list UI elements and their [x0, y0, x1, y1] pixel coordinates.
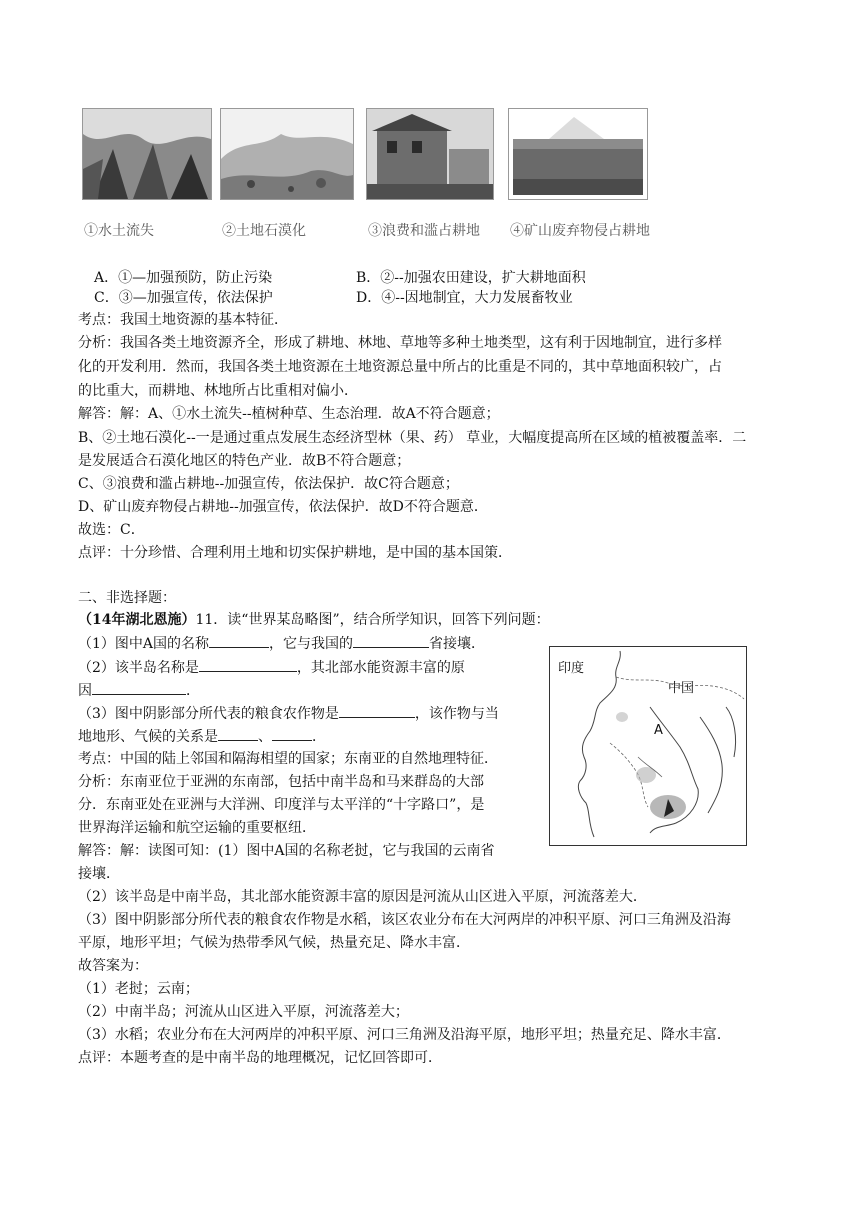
soil-erosion-image — [82, 108, 212, 200]
question-11-text: 11．读“世界某岛略图”，结合所学知识，回答下列问题： — [195, 612, 550, 628]
map-label-india: 印度 — [558, 661, 585, 676]
q10-fenxi-3: 的比重大，而耕地、林地所占比重相对偏小． — [78, 383, 358, 399]
caption-1: ①水土流失 — [84, 223, 154, 239]
q11-fenxi-2: 分．东南亚处在亚洲与大洋洲、印度洋与太平洋的“十字路口”，是 — [78, 797, 485, 813]
blank-terrain[interactable] — [218, 726, 258, 741]
q10-choice: 故选：C． — [78, 522, 145, 538]
blank-peninsula[interactable] — [199, 657, 297, 672]
map-outline — [550, 647, 746, 845]
blank-reason[interactable] — [92, 680, 186, 695]
blank-country[interactable] — [209, 633, 269, 648]
blank-crop[interactable] — [339, 703, 415, 718]
option-a: A．①—加强预防，防止污染 — [94, 270, 273, 286]
q11-jieda-4: （3）图中阴影部分所代表的粮食农作物是水稻，该区农业分布在大河两岸的冲积平原、河口三角洲及沿海 — [78, 912, 731, 928]
answer-3: （3）水稻；农业分布在大河两岸的冲积平原、河口三角洲及沿海平原，地形平坦；热量充足、降水丰富． — [78, 1027, 731, 1043]
eroded-gully-picture — [83, 109, 211, 199]
q11-pingping: 点评：本题考查的是中南半岛的地理概况，记忆回答即可． — [78, 1050, 442, 1066]
q11-fenxi-3: 世界海洋运输和航空运输的重要枢纽． — [78, 820, 316, 836]
caption-3: ③浪费和滥占耕地 — [368, 223, 480, 239]
q11-part2-text-b: ，其北部水能资源丰富的原 — [296, 660, 465, 676]
map-label-china: 中国 — [668, 681, 695, 696]
map-label-a: A — [654, 723, 663, 738]
q10-jieda-2: B、②土地石漠化--一是通过重点发展生态经济型林（果、药） 草业，大幅度提高所在区域的植被覆盖率．二 — [78, 430, 747, 446]
option-d: D．④--因地制宜，大力发展畜牧业 — [356, 290, 573, 306]
buildings-on-farmland-picture — [367, 109, 493, 199]
q11-part3-text-e: ． — [312, 729, 326, 745]
indochina-map — [549, 646, 747, 846]
answer-1: （1）老挝；云南； — [78, 981, 199, 997]
q11-part1-text-c: 省接壤． — [429, 636, 486, 652]
q11-part3-line2 — [78, 726, 326, 747]
caption-4: ④矿山废弃物侵占耕地 — [510, 223, 650, 239]
farmland-waste-image — [366, 108, 494, 200]
q11-part2-text-d: ． — [186, 683, 200, 699]
q11-jieda-3: （2）该半岛是中南半岛，其北部水能资源丰富的原因是河流从山区进入平原，河流落差大． — [78, 889, 647, 905]
q10-jieda-5: D、矿山废弃物侵占耕地--加强宣传，依法保护．故D不符合题意． — [78, 499, 488, 515]
q10-pingping: 点评：十分珍惜、合理利用土地和切实保护耕地，是中国的基本国策． — [78, 545, 512, 561]
option-b: B．②--加强农田建设，扩大耕地面积 — [356, 270, 586, 286]
q11-part3-text-c: 地地形、气候的关系是 — [78, 729, 218, 745]
q10-fenxi-2: 化的开发利用．然而，我国各类土地资源在土地资源总量中所占的比重是不同的，其中草地面积较广，占 — [78, 359, 722, 375]
q11-part1 — [78, 633, 485, 654]
blank-province[interactable] — [353, 633, 429, 648]
q11-jieda-5: 平原，地形平坦；气候为热带季风气候，热量充足、降水丰富． — [78, 935, 470, 951]
question-11-stem — [78, 610, 550, 630]
q11-part3-text-d: 、 — [258, 729, 272, 745]
mine-waste-image — [508, 108, 648, 200]
q10-jieda-3: 是发展适合石漠化地区的特色产业．故B不符合题意； — [78, 453, 411, 469]
rock-desertification-image — [220, 108, 354, 200]
section-heading: 二、非选择题： — [78, 590, 176, 606]
q10-fenxi-1: 分析：我国各类土地资源齐全，形成了耕地、林地、草地等多种土地类型，这有利于因地制宜，进行多样 — [78, 335, 722, 351]
option-c: C．③—加强宣传，依法保护 — [94, 290, 273, 306]
q11-part2-text-c: 因 — [78, 683, 92, 699]
q11-part2-text-a: （2）该半岛名称是 — [78, 660, 199, 676]
q10-jieda-4: C、③浪费和滥占耕地--加强宣传，依法保护．故C符合题意； — [78, 476, 459, 492]
answer-title: 故答案为： — [78, 958, 148, 974]
answer-2: （2）中南半岛；河流从山区进入平原，河流落差大； — [78, 1004, 409, 1020]
q11-kaodian: 考点：中国的陆上邻国和隔海相望的国家；东南亚的自然地理特征． — [78, 751, 498, 767]
q11-part1-text-b: ，它与我国的 — [269, 636, 354, 652]
q11-part3-text-b: ，该作物与当 — [414, 706, 499, 722]
q11-part1-text-a: （1）图中A国的名称 — [78, 636, 210, 652]
q10-kaodian: 考点：我国土地资源的基本特征． — [78, 312, 288, 328]
q11-part3-text-a: （3）图中阴影部分所代表的粮食农作物是 — [78, 706, 339, 722]
rocky-hills-picture — [221, 109, 353, 199]
q11-fenxi-1: 分析：东南亚位于亚洲的东南部，包括中南半岛和马来群岛的大部 — [78, 774, 484, 790]
question-source: （14年湖北恩施） — [78, 612, 196, 628]
q11-part3 — [78, 703, 499, 724]
q10-jieda-1: 解答：解：A、①水土流失--植树种草、生态治理．故A不符合题意； — [78, 406, 500, 422]
q11-jieda-1: 解答：解：读图可知：(1）图中A国的名称老挝，它与我国的云南省 — [78, 843, 495, 859]
land-problem-photos — [76, 104, 676, 244]
blank-climate[interactable] — [272, 726, 312, 741]
q11-part2-line2 — [78, 680, 200, 701]
q11-jieda-2: 接壤． — [78, 866, 120, 882]
mine-waste-pile-picture — [509, 109, 647, 199]
q11-part2 — [78, 657, 465, 678]
caption-2: ②土地石漠化 — [222, 223, 306, 239]
